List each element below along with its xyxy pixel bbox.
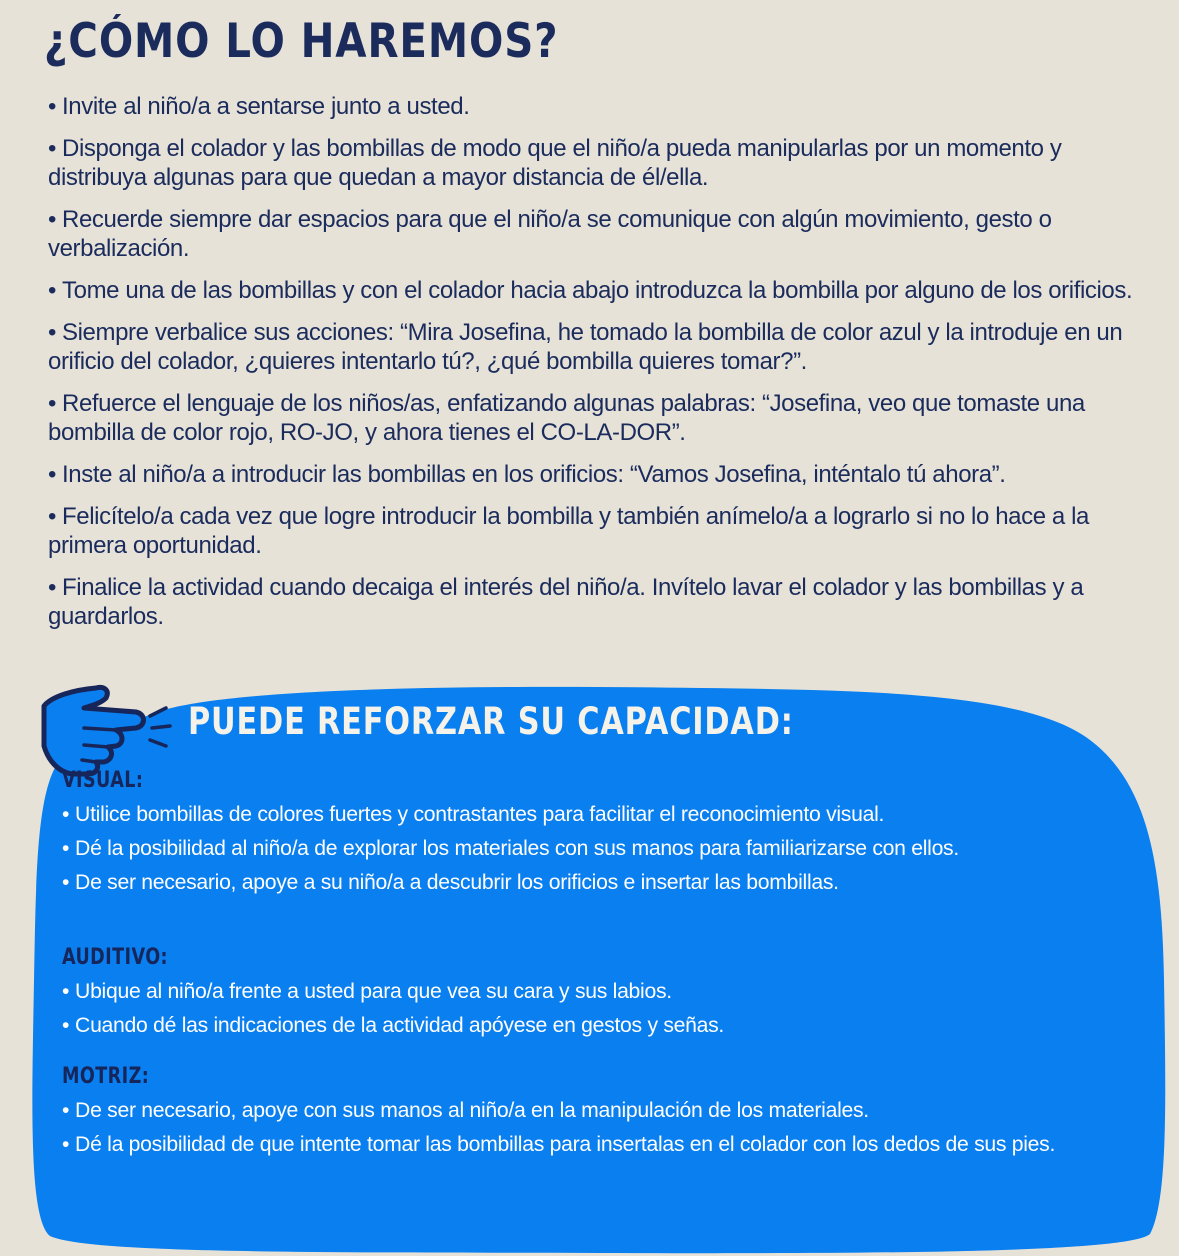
section-heading: AUDITIVO: bbox=[62, 945, 168, 970]
bullet: • bbox=[48, 461, 57, 488]
bullet: • bbox=[48, 93, 57, 120]
step-text: Felicítelo/a cada vez que logre introducir la bombilla y también anímelo/a a lograrlo si no lo hace a la primera oportunidad. bbox=[48, 503, 1090, 559]
auditivo-section bbox=[62, 945, 1162, 1042]
visual-list bbox=[62, 797, 1162, 899]
list-item bbox=[62, 974, 1147, 1008]
item-text: De ser necesario, apoye a su niño/a a descubrir los orificios e insertar las bombillas. bbox=[75, 870, 839, 894]
step-text: Inste al niño/a a introducir las bombillas en los orificios: “Vamos Josefina, inténtalo tú ahora”. bbox=[62, 461, 1006, 488]
visual-section bbox=[62, 768, 1162, 899]
list-item bbox=[62, 1008, 1147, 1042]
section-heading: VISUAL: bbox=[62, 768, 144, 793]
bullet: • bbox=[62, 836, 70, 860]
bullet: • bbox=[48, 206, 57, 233]
motriz-section bbox=[62, 1064, 1162, 1161]
bullet: • bbox=[48, 135, 57, 162]
list-item bbox=[62, 797, 1147, 831]
item-text: Dé la posibilidad de que intente tomar las bombillas para insertalas en el colador con los dedos de sus pies. bbox=[75, 1132, 1056, 1156]
motriz-list bbox=[62, 1093, 1162, 1161]
bullet: • bbox=[48, 277, 57, 304]
list-item bbox=[62, 831, 1147, 865]
step-text: Invite al niño/a a sentarse junto a usted. bbox=[62, 93, 470, 120]
item-text: Cuando dé las indicaciones de la actividad apóyese en gestos y señas. bbox=[75, 1013, 725, 1037]
step-text: Refuerce el lenguaje de los niños/as, enfatizando algunas palabras: “Josefina, veo que tomaste una bombilla de color rojo, RO-JO, y ahora tienes el CO-LA-DOR”. bbox=[48, 390, 1085, 446]
list-item bbox=[62, 1127, 1147, 1161]
list-item bbox=[62, 865, 1147, 899]
item-text: Dé la posibilidad al niño/a de explorar los materiales con sus manos para familiarizarse con ellos. bbox=[75, 836, 959, 860]
bullet: • bbox=[62, 1098, 70, 1122]
bullet: • bbox=[62, 1132, 70, 1156]
bullet: • bbox=[48, 319, 57, 346]
bullet: • bbox=[48, 574, 57, 601]
step-text: Finalice la actividad cuando decaiga el interés del niño/a. Invítelo lavar el colador y las bombillas y a guardarlos. bbox=[48, 574, 1084, 630]
item-text: Utilice bombillas de colores fuertes y contrastantes para facilitar el reconocimiento visual. bbox=[75, 802, 885, 826]
step-text: Siempre verbalice sus acciones: “Mira Josefina, he tomado la bombilla de color azul y la introduje en un orificio del colador, ¿quieres intentarlo tú?, ¿qué bombilla quieres tomar?”. bbox=[48, 319, 1123, 375]
auditivo-list bbox=[62, 974, 1162, 1042]
bullet: • bbox=[62, 979, 70, 1003]
item-text: De ser necesario, apoye con sus manos al niño/a en la manipulación de los materiales. bbox=[75, 1098, 869, 1122]
bullet: • bbox=[62, 870, 70, 894]
step-text: Disponga el colador y las bombillas de modo que el niño/a pueda manipularlas por un momento y distribuya algunas para que quedan a mayor distancia de él/ella. bbox=[48, 135, 1062, 191]
item-text: Ubique al niño/a frente a usted para que vea su cara y sus labios. bbox=[75, 979, 672, 1003]
bullet: • bbox=[48, 503, 57, 530]
page-title: ¿CÓMO LO HAREMOS? bbox=[44, 14, 559, 69]
section-heading: MOTRIZ: bbox=[62, 1064, 150, 1089]
step-text: Recuerde siempre dar espacios para que el niño/a se comunique con algún movimiento, gesto o verbalización. bbox=[48, 206, 1052, 262]
step-text: Tome una de las bombillas y con el colador hacia abajo introduzca la bombilla por alguno de los orificios. bbox=[62, 277, 1133, 304]
bullet: • bbox=[62, 802, 70, 826]
list-item bbox=[62, 1093, 1147, 1127]
reinforce-title: PUEDE REFORZAR SU CAPACIDAD: bbox=[188, 700, 794, 743]
bullet: • bbox=[48, 390, 57, 417]
bullet: • bbox=[62, 1013, 70, 1037]
